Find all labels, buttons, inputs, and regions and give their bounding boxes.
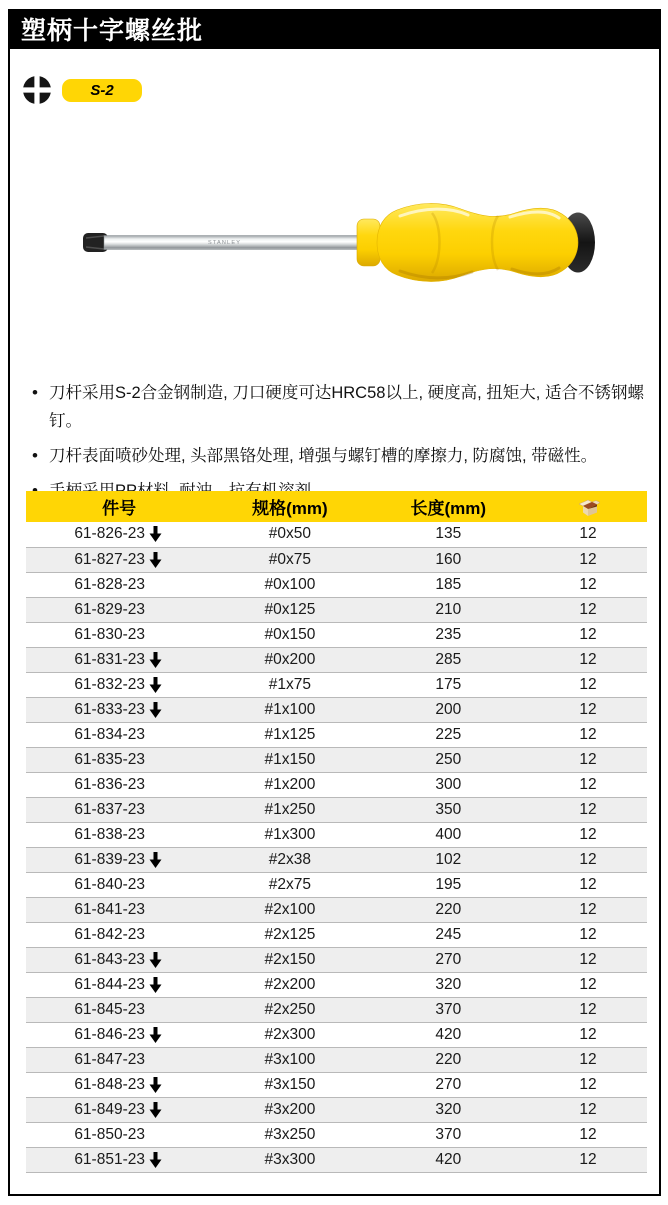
length-cell: 235 xyxy=(368,622,529,647)
table-row xyxy=(26,897,647,922)
part-number-cell xyxy=(26,647,212,672)
table-row xyxy=(26,722,647,747)
pack-qty-cell: 12 xyxy=(529,697,647,722)
spec-cell: #3x100 xyxy=(212,1047,367,1072)
spec-cell: #0x200 xyxy=(212,647,367,672)
spec-cell: #3x300 xyxy=(212,1147,367,1172)
table-row xyxy=(26,772,647,797)
part-number: 61-830-23 xyxy=(74,625,145,643)
table-row xyxy=(26,1047,647,1072)
pack-qty-cell: 12 xyxy=(529,947,647,972)
spec-cell: #3x150 xyxy=(212,1072,367,1097)
column-header: 规格(mm) xyxy=(212,491,367,522)
part-number-cell xyxy=(26,1097,212,1122)
down-arrow-icon xyxy=(149,952,162,968)
length-cell: 350 xyxy=(368,797,529,822)
shaft-brand-text: STANLEY xyxy=(208,240,242,246)
spec-cell: #1x300 xyxy=(212,822,367,847)
part-number: 61-838-23 xyxy=(74,825,145,843)
pack-qty-cell: 12 xyxy=(529,747,647,772)
table-row xyxy=(26,697,647,722)
table-row xyxy=(26,622,647,647)
part-number-cell xyxy=(26,1072,212,1097)
pack-qty-cell: 12 xyxy=(529,847,647,872)
part-number: 61-845-23 xyxy=(74,1000,145,1018)
pack-qty-cell: 12 xyxy=(529,772,647,797)
length-cell: 270 xyxy=(368,1072,529,1097)
table-row xyxy=(26,747,647,772)
title-bar xyxy=(8,9,661,48)
part-number: 61-846-23 xyxy=(74,1025,145,1043)
spec-cell: #0x125 xyxy=(212,597,367,622)
part-number-cell xyxy=(26,972,212,997)
table-body xyxy=(26,522,647,1172)
spec-cell: #2x150 xyxy=(212,947,367,972)
s2-material-badge xyxy=(62,79,142,102)
part-number-cell xyxy=(26,822,212,847)
pack-qty-cell: 12 xyxy=(529,647,647,672)
table-row xyxy=(26,1147,647,1172)
part-number-cell xyxy=(26,622,212,647)
length-cell: 245 xyxy=(368,922,529,947)
length-cell: 420 xyxy=(368,1147,529,1172)
part-number: 61-827-23 xyxy=(74,550,145,568)
screwdriver-product-image xyxy=(80,189,600,301)
parts-table xyxy=(26,491,647,1173)
part-number: 61-834-23 xyxy=(74,725,145,743)
spec-cell: #1x250 xyxy=(212,797,367,822)
part-number-cell xyxy=(26,947,212,972)
part-number-cell xyxy=(26,997,212,1022)
spec-cell: #2x300 xyxy=(212,1022,367,1047)
part-number: 61-840-23 xyxy=(74,875,145,893)
part-number: 61-850-23 xyxy=(74,1125,145,1143)
pack-qty-cell: 12 xyxy=(529,797,647,822)
table-row xyxy=(26,1072,647,1097)
pack-qty-cell: 12 xyxy=(529,1072,647,1097)
table-row xyxy=(26,922,647,947)
table-row xyxy=(26,1097,647,1122)
spec-cell: #2x125 xyxy=(212,922,367,947)
down-arrow-icon xyxy=(149,702,162,718)
table-row xyxy=(26,572,647,597)
box-icon xyxy=(575,497,601,517)
length-cell: 285 xyxy=(368,647,529,672)
part-number: 61-835-23 xyxy=(74,750,145,768)
pack-qty-cell: 12 xyxy=(529,922,647,947)
part-number: 61-849-23 xyxy=(74,1100,145,1118)
length-cell: 195 xyxy=(368,872,529,897)
part-number-cell xyxy=(26,1047,212,1072)
part-number: 61-844-23 xyxy=(74,975,145,993)
pack-qty-cell: 12 xyxy=(529,672,647,697)
content-box xyxy=(8,48,661,1196)
length-cell: 420 xyxy=(368,1022,529,1047)
length-cell: 220 xyxy=(368,897,529,922)
length-cell: 175 xyxy=(368,672,529,697)
length-cell: 185 xyxy=(368,572,529,597)
part-number-cell xyxy=(26,572,212,597)
down-arrow-icon xyxy=(149,652,162,668)
down-arrow-icon xyxy=(149,977,162,993)
part-number: 61-831-23 xyxy=(74,650,145,668)
spec-cell: #2x250 xyxy=(212,997,367,1022)
table-row xyxy=(26,647,647,672)
pack-qty-cell: 12 xyxy=(529,897,647,922)
part-number-cell xyxy=(26,872,212,897)
part-number-cell xyxy=(26,522,212,547)
part-number: 61-826-23 xyxy=(74,525,145,543)
part-number: 61-833-23 xyxy=(74,700,145,718)
table-row xyxy=(26,847,647,872)
length-cell: 102 xyxy=(368,847,529,872)
handle-collar xyxy=(357,219,380,266)
spec-cell: #2x75 xyxy=(212,872,367,897)
spec-cell: #2x38 xyxy=(212,847,367,872)
length-cell: 200 xyxy=(368,697,529,722)
badge-row xyxy=(22,75,142,105)
pack-qty-cell: 12 xyxy=(529,1122,647,1147)
pack-qty-cell: 12 xyxy=(529,622,647,647)
table-row xyxy=(26,997,647,1022)
spec-cell: #1x100 xyxy=(212,697,367,722)
spec-cell: #0x150 xyxy=(212,622,367,647)
part-number: 61-828-23 xyxy=(74,575,145,593)
table-row xyxy=(26,972,647,997)
table-row xyxy=(26,547,647,572)
pack-qty-cell: 12 xyxy=(529,722,647,747)
length-cell: 300 xyxy=(368,772,529,797)
table-row xyxy=(26,947,647,972)
feature-item: • 刀杆表面喷砂处理, 头部黑铬处理, 增强与螺钉槽的摩擦力, 防腐蚀, 带磁性。 xyxy=(32,442,647,470)
part-number: 61-837-23 xyxy=(74,800,145,818)
pack-qty-cell: 12 xyxy=(529,547,647,572)
table-row xyxy=(26,872,647,897)
part-number-cell xyxy=(26,697,212,722)
down-arrow-icon xyxy=(149,526,162,542)
part-number: 61-843-23 xyxy=(74,950,145,968)
table-header-row xyxy=(26,491,647,522)
spec-cell: #2x200 xyxy=(212,972,367,997)
down-arrow-icon xyxy=(149,1102,162,1118)
part-number-cell xyxy=(26,1122,212,1147)
down-arrow-icon xyxy=(149,1152,162,1168)
spec-cell: #0x50 xyxy=(212,522,367,547)
column-header: 长度(mm) xyxy=(368,491,529,522)
column-header-pack-qty xyxy=(529,491,647,522)
part-number: 61-841-23 xyxy=(74,900,145,918)
length-cell: 210 xyxy=(368,597,529,622)
part-number: 61-842-23 xyxy=(74,925,145,943)
table-row xyxy=(26,597,647,622)
column-header: 件号 xyxy=(26,491,212,522)
length-cell: 270 xyxy=(368,947,529,972)
pack-qty-cell: 12 xyxy=(529,597,647,622)
s2-badge-label: S-2 xyxy=(90,81,114,99)
part-number-cell xyxy=(26,897,212,922)
length-cell: 370 xyxy=(368,1122,529,1147)
spec-cell: #0x100 xyxy=(212,572,367,597)
length-cell: 225 xyxy=(368,722,529,747)
spec-cell: #2x100 xyxy=(212,897,367,922)
feature-item: • 刀杆采用S-2合金钢制造, 刀口硬度可达HRC58以上, 硬度高, 扭矩大, 适合不锈钢螺钉。 xyxy=(32,379,647,435)
part-number-cell xyxy=(26,597,212,622)
pack-qty-cell: 12 xyxy=(529,872,647,897)
length-cell: 320 xyxy=(368,1097,529,1122)
part-number-cell xyxy=(26,922,212,947)
part-number-cell xyxy=(26,847,212,872)
length-cell: 135 xyxy=(368,522,529,547)
part-number: 61-847-23 xyxy=(74,1050,145,1068)
pack-qty-cell: 12 xyxy=(529,822,647,847)
spec-cell: #1x150 xyxy=(212,747,367,772)
down-arrow-icon xyxy=(149,1077,162,1093)
length-cell: 220 xyxy=(368,1047,529,1072)
part-number: 61-836-23 xyxy=(74,775,145,793)
spec-cell: #1x200 xyxy=(212,772,367,797)
table-row xyxy=(26,797,647,822)
pack-qty-cell: 12 xyxy=(529,522,647,547)
pack-qty-cell: 12 xyxy=(529,1022,647,1047)
spec-cell: #1x75 xyxy=(212,672,367,697)
pack-qty-cell: 12 xyxy=(529,1147,647,1172)
down-arrow-icon xyxy=(149,677,162,693)
length-cell: 320 xyxy=(368,972,529,997)
page-title: 塑柄十字螺丝批 xyxy=(21,16,204,45)
part-number-cell xyxy=(26,1147,212,1172)
pack-qty-cell: 12 xyxy=(529,1097,647,1122)
pack-qty-cell: 12 xyxy=(529,997,647,1022)
length-cell: 160 xyxy=(368,547,529,572)
length-cell: 250 xyxy=(368,747,529,772)
table-row xyxy=(26,822,647,847)
spec-cell: #0x75 xyxy=(212,547,367,572)
table-row xyxy=(26,522,647,547)
down-arrow-icon xyxy=(149,852,162,868)
part-number-cell xyxy=(26,672,212,697)
part-number-cell xyxy=(26,722,212,747)
part-number: 61-829-23 xyxy=(74,600,145,618)
part-number-cell xyxy=(26,1022,212,1047)
length-cell: 370 xyxy=(368,997,529,1022)
spec-cell: #1x125 xyxy=(212,722,367,747)
table-row xyxy=(26,672,647,697)
part-number: 61-839-23 xyxy=(74,850,145,868)
down-arrow-icon xyxy=(149,552,162,568)
table-row xyxy=(26,1122,647,1147)
part-number: 61-851-23 xyxy=(74,1150,145,1168)
pack-qty-cell: 12 xyxy=(529,972,647,997)
part-number-cell xyxy=(26,772,212,797)
table-row xyxy=(26,1022,647,1047)
spec-cell: #3x250 xyxy=(212,1122,367,1147)
down-arrow-icon xyxy=(149,1027,162,1043)
part-number-cell xyxy=(26,797,212,822)
part-number-cell xyxy=(26,747,212,772)
part-number: 61-848-23 xyxy=(74,1075,145,1093)
catalog-sheet xyxy=(8,9,661,1196)
pack-qty-cell: 12 xyxy=(529,572,647,597)
spec-cell: #3x200 xyxy=(212,1097,367,1122)
length-cell: 400 xyxy=(368,822,529,847)
pack-qty-cell: 12 xyxy=(529,1047,647,1072)
part-number-cell xyxy=(26,547,212,572)
part-number: 61-832-23 xyxy=(74,675,145,693)
phillips-drive-icon xyxy=(22,75,52,105)
